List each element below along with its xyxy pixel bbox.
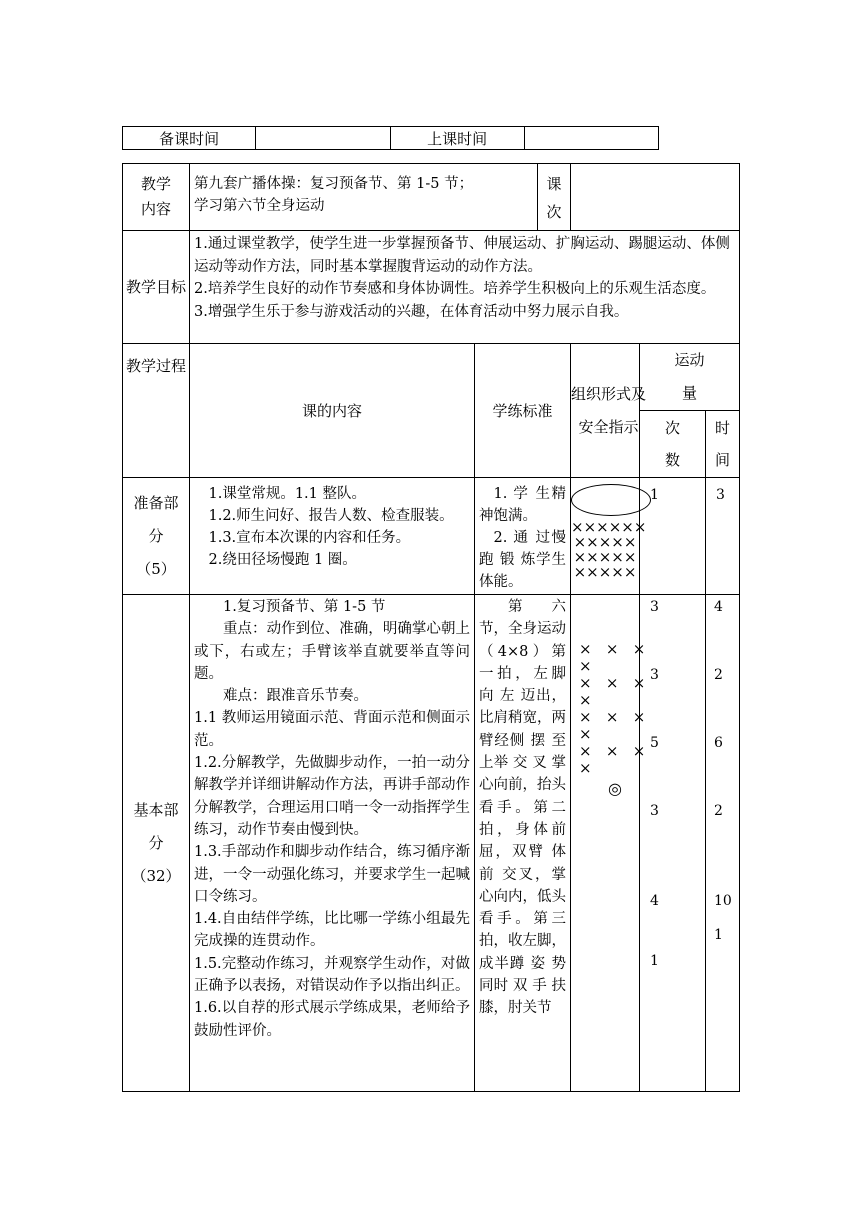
prep-formation bbox=[571, 478, 647, 595]
student-formation-grid bbox=[571, 640, 646, 777]
col-content-header: 课的内容 bbox=[190, 344, 475, 478]
prep-line: 2.绕田径场慢跑 1 圈。 bbox=[208, 552, 357, 568]
prep-standard: 1. 学 生精神饱满。 2. 通 过慢 跑 锻 炼学生体能。 bbox=[475, 478, 571, 595]
basic-line: 难点：跟准音乐节奏。 bbox=[223, 688, 368, 705]
formation-row: × bbox=[579, 657, 592, 675]
goals-label: 教学目标 bbox=[123, 231, 190, 344]
col-duration-header: 时间 bbox=[706, 411, 740, 478]
prep-line: 1.3.宣布本次课的内容和任务。 bbox=[208, 530, 411, 546]
basic-line: 1.3.手部动作和脚步动作结合，练习循序渐进，一令一动强化练习，并要求学生一起喊口令练习。 bbox=[194, 844, 470, 905]
lesson-number-label: 课次 bbox=[538, 164, 571, 231]
formation-row: ××××× bbox=[573, 563, 637, 581]
content-label: 教学内容 bbox=[123, 164, 190, 231]
prep-minutes: （5） bbox=[136, 559, 176, 578]
prep-time-label: 备课时间 bbox=[123, 127, 256, 150]
basic-times: 3 3 5 3 4 1 bbox=[640, 595, 706, 1092]
formation-row: × × × bbox=[579, 640, 646, 658]
col-load-header: 运动量 bbox=[640, 344, 740, 411]
goals-text bbox=[190, 231, 740, 344]
lesson-plan-table bbox=[122, 163, 740, 1092]
class-time-label: 上课时间 bbox=[390, 127, 524, 150]
basic-line: 1.6.以自荐的形式展示学练成果，老师给予鼓励性评价。 bbox=[194, 1000, 470, 1039]
formation-row: × bbox=[579, 725, 592, 743]
formation-row: × bbox=[579, 691, 592, 709]
basic-line: 1.4.自由结伴学练，比比哪一学练小组最先完成操的连贯动作。 bbox=[194, 911, 470, 950]
basic-formation bbox=[571, 595, 646, 1092]
col-org-header: 组织形式及安全指示 bbox=[571, 344, 640, 478]
prep-duration: 3 bbox=[706, 478, 740, 595]
basic-line: 1.5.完整动作练习，并观察学生动作，对做正确予以表扬，对错误动作予以指出纠正。 bbox=[194, 955, 470, 995]
goal-item: 3.增强学生乐于参与游戏活动的兴趣，在体育活动中努力展示自我。 bbox=[194, 303, 629, 320]
basic-line: 重点：动作到位、准确，明确掌心朝上或下，右或左；手臂该举直就要举直等问题。 bbox=[194, 621, 470, 682]
prep-label: 准备部分 （5） bbox=[123, 478, 190, 595]
basic-label: 基本部分 （32） bbox=[123, 595, 190, 1092]
col-standard-header: 学练标准 bbox=[475, 344, 571, 478]
basic-standard: 第 六节，全身运动（4×8）第一拍，左脚 向 左 迈出，比肩稍宽，两臂经侧 摆 至 上举 交 叉 掌心向前，抬头看手。第二拍，身体前屈，双臂 体 前 交叉，掌心向内，低头看手。第三拍，收左脚，成半蹲 姿 势 同时 双 手 扶膝，肘关节 bbox=[475, 595, 571, 1092]
process-label: 教学过程 bbox=[123, 344, 190, 478]
basic-minutes: （32） bbox=[131, 866, 181, 885]
formation-row: ××××× bbox=[573, 548, 637, 566]
prep-content bbox=[190, 478, 475, 595]
basic-line: 1.2.分解教学，先做脚步动作，一拍一动分解教学并详细讲解动作方法，再讲手部动作分解教学，合理运用口哨一令一动指挥学生练习，动作节奏由慢到快。 bbox=[194, 755, 470, 838]
content-text: 第九套广播体操：复习预备节、第 1-5 节； 学习第六节全身运动 bbox=[190, 164, 538, 231]
formation-row: × × × bbox=[579, 742, 646, 760]
col-times-header: 次数 bbox=[640, 411, 706, 478]
class-time-value bbox=[524, 127, 658, 150]
prep-line: 1.2.师生问好、报告人数、检查服装。 bbox=[208, 508, 454, 524]
formation-row: ×××××× bbox=[571, 518, 647, 536]
prep-line: 1.课堂常规。1.1 整队。 bbox=[208, 486, 367, 502]
prep-times: 1 bbox=[640, 478, 706, 595]
formation-row: × bbox=[579, 759, 592, 777]
basic-duration: 4 2 6 2 10 1 bbox=[706, 595, 740, 1092]
formation-row: × × × bbox=[579, 674, 646, 692]
prep-time-value bbox=[256, 127, 390, 150]
schedule-table bbox=[122, 126, 659, 150]
formation-row: × × × bbox=[579, 708, 646, 726]
formation-row: ××××× bbox=[573, 533, 637, 551]
basic-line: 1.复习预备节、第 1-5 节 bbox=[223, 599, 386, 615]
goal-item: 1.通过课堂教学，使学生进一步掌握预备节、伸展运动、扩胸运动、踢腿运动、体侧运动等动作方法，同时基本掌握腹背运动的动作方法。 bbox=[194, 236, 730, 275]
teacher-position-icon: ◎ bbox=[608, 779, 622, 798]
basic-content bbox=[190, 595, 475, 1092]
lesson-number-value bbox=[571, 164, 740, 231]
student-formation-grid bbox=[571, 518, 647, 581]
goal-item: 2.培养学生良好的动作节奏感和身体协调性。培养学生积极向上的乐观生活态度。 bbox=[194, 281, 716, 297]
basic-line: 1.1 教师运用镜面示范、背面示范和侧面示范。 bbox=[194, 710, 470, 749]
